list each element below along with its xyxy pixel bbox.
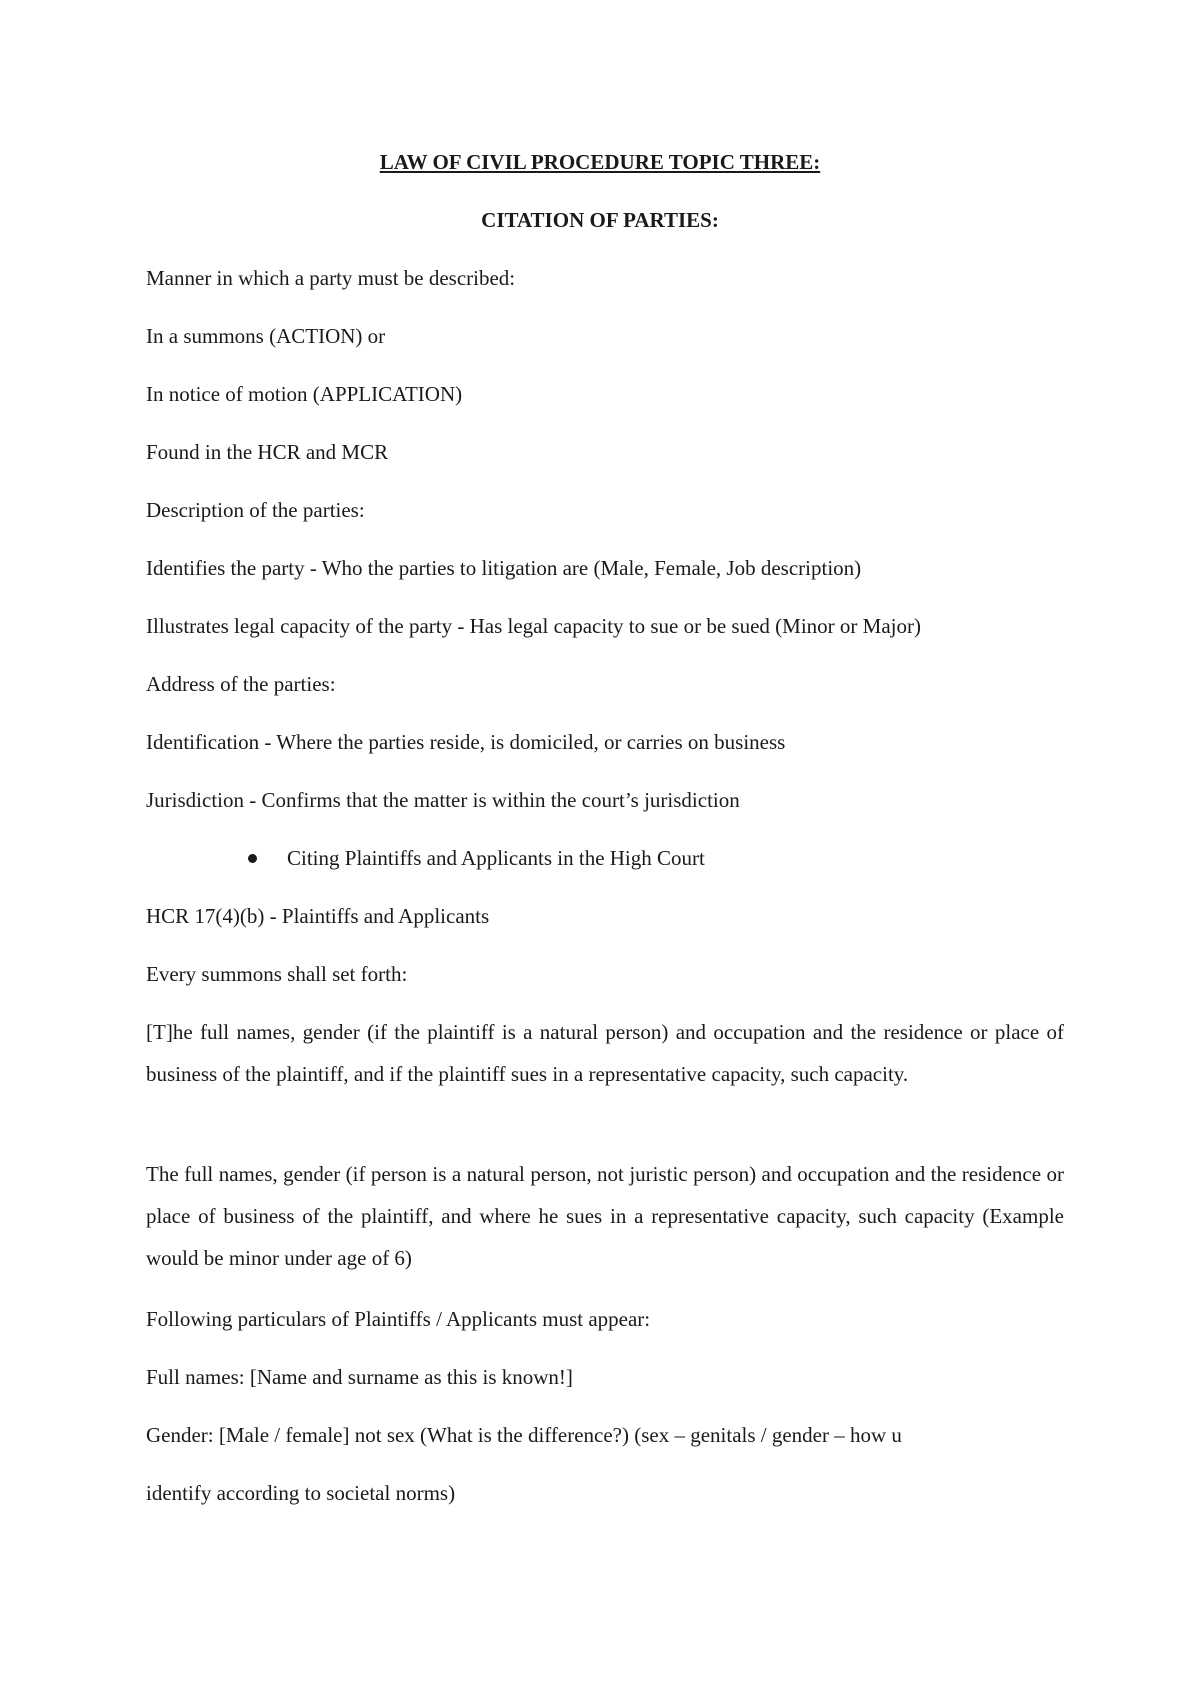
text-line: In notice of motion (APPLICATION) <box>146 382 463 406</box>
text-line: identify according to societal norms) <box>146 1481 456 1505</box>
bullet-icon <box>248 854 257 863</box>
text-line: Identifies the party - Who the parties to litigation are (Male, Female, Job description) <box>146 556 862 580</box>
text-line: Following particulars of Plaintiffs / Applicants must appear: <box>146 1307 651 1331</box>
document-subtitle: CITATION OF PARTIES: <box>481 208 719 232</box>
text-line: Illustrates legal capacity of the party - Has legal capacity to sue or be sued (Minor or Major) <box>146 614 921 638</box>
text-line: Found in the HCR and MCR <box>146 440 389 464</box>
text-line: Jurisdiction - Confirms that the matter is within the court’s jurisdiction <box>146 788 740 812</box>
text-line: HCR 17(4)(b) - Plaintiffs and Applicants <box>146 904 490 928</box>
text-line: Gender: [Male / female] not sex (What is the difference?) (sex – genitals / gender – how u <box>146 1423 902 1447</box>
bullet-item <box>248 846 705 870</box>
text-line: Identification - Where the parties reside, is domiciled, or carries on business <box>146 730 786 754</box>
paragraph-quote: [T]he full names, gender (if the plaintiff is a natural person) and occupation and the residence or place of business of the plaintiff, and if the plaintiff sues in a representative capacity, such capacity. <box>146 1020 1064 1086</box>
text-line: Manner in which a party must be described: <box>146 266 516 290</box>
bullet-text: Citing Plaintiffs and Applicants in the High Court <box>287 846 705 870</box>
document-title: LAW OF CIVIL PROCEDURE TOPIC THREE: <box>379 150 821 174</box>
text-line: Description of the parties: <box>146 498 365 522</box>
paragraph-explanation: The full names, gender (if person is a natural person, not juristic person) and occupation and the residence or place of business of the plaintiff, and where he sues in a representative capacity, such capacity (Example would be minor under age of 6) <box>146 1162 1064 1270</box>
text-line: Every summons shall set forth: <box>146 962 408 986</box>
text-line: Full names: [Name and surname as this is known!] <box>146 1365 573 1389</box>
text-line: In a summons (ACTION) or <box>146 324 386 348</box>
text-line: Address of the parties: <box>146 672 336 696</box>
